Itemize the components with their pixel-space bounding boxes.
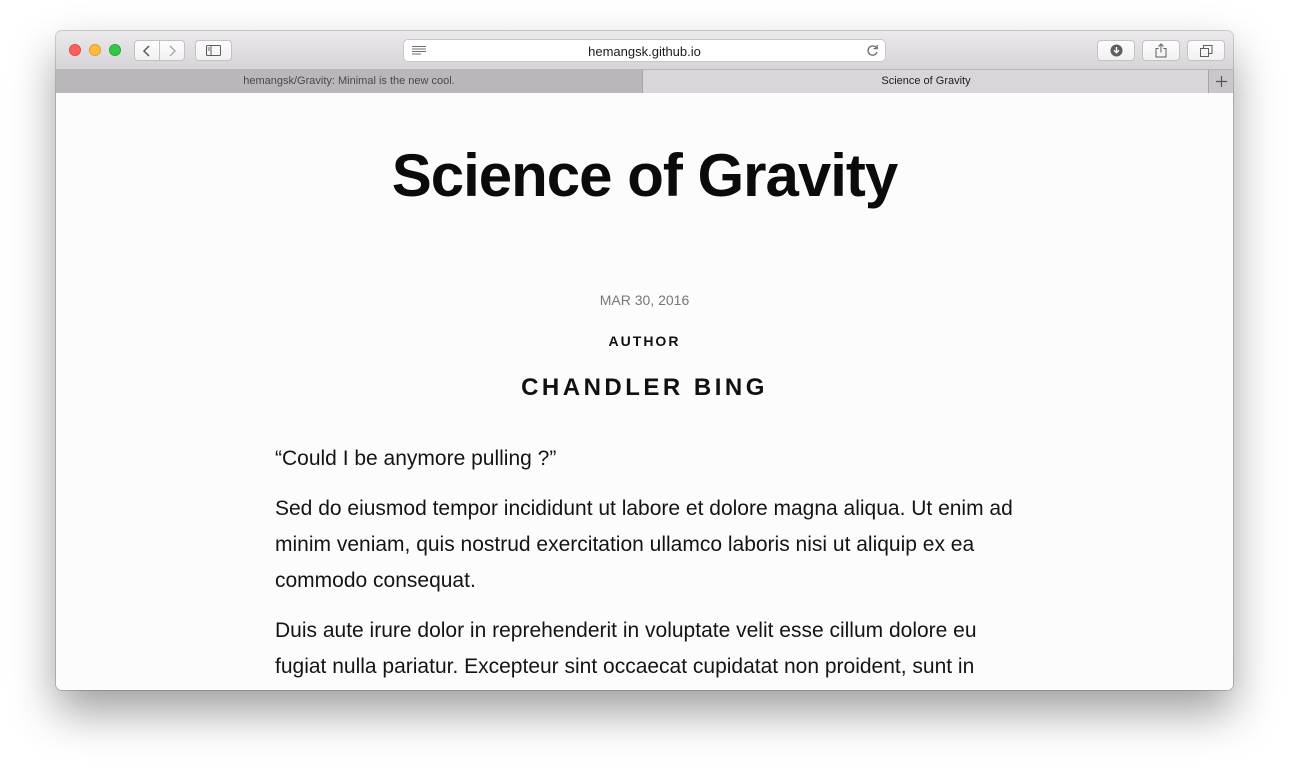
browser-window bbox=[56, 31, 1233, 690]
forward-button[interactable] bbox=[159, 40, 185, 61]
address-text: hemangsk.github.io bbox=[588, 44, 701, 59]
article-paragraph: Duis aute irure dolor in reprehenderit in voluptate velit esse cillum dolore eu fugiat nulla pariatur. Excepteur sint occaecat cupidatat non proident, sunt in bbox=[275, 619, 977, 678]
tab-bar bbox=[56, 70, 1233, 94]
back-button[interactable] bbox=[134, 40, 160, 61]
browser-toolbar bbox=[56, 31, 1233, 70]
sidebar-button[interactable] bbox=[195, 40, 232, 61]
tab-science-of-gravity[interactable]: Science of Gravity bbox=[643, 70, 1209, 93]
share-icon bbox=[1155, 43, 1167, 58]
chevron-left-icon bbox=[142, 45, 152, 57]
plus-icon bbox=[1216, 76, 1227, 87]
share-button[interactable] bbox=[1142, 40, 1180, 61]
download-icon bbox=[1110, 44, 1123, 57]
new-tab-button[interactable] bbox=[1208, 70, 1233, 93]
chevron-right-icon bbox=[167, 45, 177, 57]
article-paragraph: “Could I be anymore pulling ?” bbox=[275, 447, 557, 470]
page-title: Science of Gravity bbox=[391, 142, 898, 209]
post-date: MAR 30, 2016 bbox=[599, 292, 690, 308]
page-content bbox=[56, 93, 1233, 690]
article-paragraph: Sed do eiusmod tempor incididunt ut labore et dolore magna aliqua. Ut enim ad minim veniam, quis nostrud exercitation ullamco laboris nisi ut aliquip ex ea commodo consequat. bbox=[275, 497, 1013, 592]
minimize-window-icon[interactable] bbox=[89, 44, 101, 56]
author-label: AUTHOR bbox=[608, 333, 681, 349]
tabs-icon bbox=[1200, 45, 1213, 57]
close-window-icon[interactable] bbox=[69, 44, 81, 56]
zoom-window-icon[interactable] bbox=[109, 44, 121, 56]
sidebar-icon bbox=[206, 45, 221, 56]
author-name: CHANDLER BING bbox=[521, 374, 768, 401]
reload-icon[interactable] bbox=[866, 44, 879, 57]
address-bar[interactable] bbox=[403, 39, 886, 62]
tab-gravity-repo[interactable]: hemangsk/Gravity: Minimal is the new cool. bbox=[56, 70, 643, 93]
tab-overview-button[interactable] bbox=[1187, 40, 1225, 61]
downloads-button[interactable] bbox=[1097, 40, 1135, 61]
article-body bbox=[275, 441, 1015, 690]
